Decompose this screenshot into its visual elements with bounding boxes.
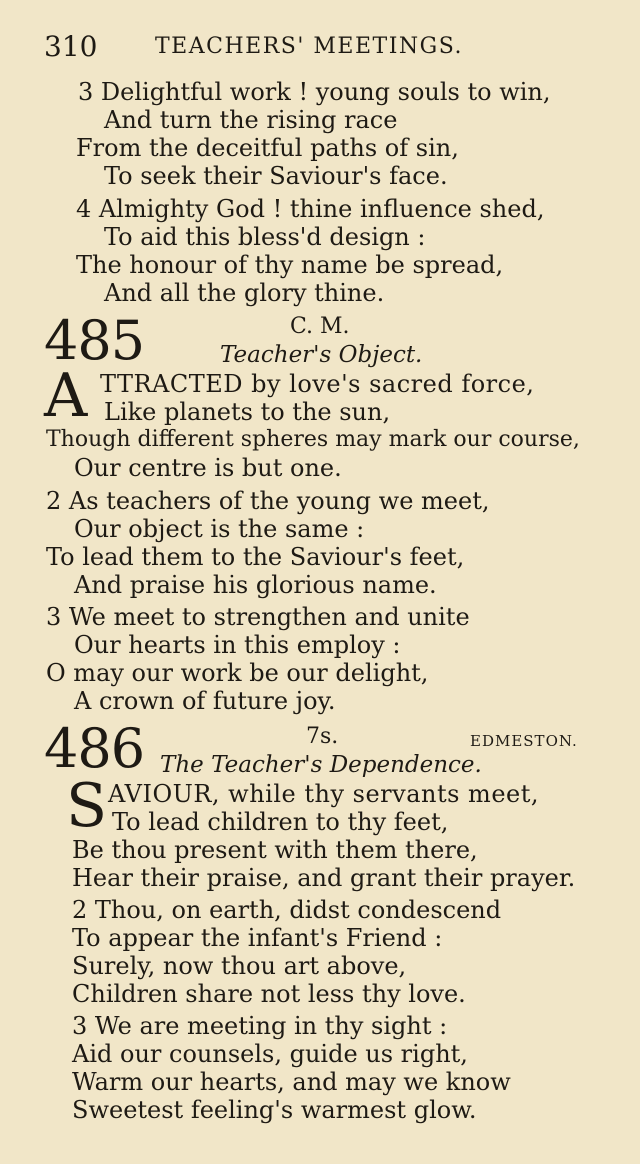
- verse-line: To aid this bless'd design :: [104, 223, 426, 251]
- verse-line: To lead children to thy feet,: [112, 808, 449, 836]
- verse-line: A crown of future joy.: [74, 687, 336, 715]
- verse-line: And turn the rising race: [104, 106, 398, 134]
- verse-line: To appear the infant's Friend :: [72, 924, 443, 952]
- hymn-number: 486: [44, 717, 145, 780]
- hymn-number: 485: [44, 309, 145, 372]
- page-number: 310: [44, 30, 98, 63]
- hymn-meter: 7s.: [306, 724, 339, 749]
- verse-line: To seek their Saviour's face.: [104, 162, 448, 190]
- verse-line: Our centre is but one.: [74, 454, 342, 482]
- tune-name: EDMESTON.: [470, 732, 578, 750]
- verse-line: From the deceitful paths of sin,: [76, 134, 459, 162]
- verse-line: Our object is the same :: [74, 515, 365, 543]
- verse-line: 2 As teachers of the young we meet,: [46, 487, 490, 515]
- running-title: TEACHERS' MEETINGS.: [155, 34, 463, 59]
- verse-line: And all the glory thine.: [104, 279, 385, 307]
- verse-line: Hear their praise, and grant their prayer.: [72, 864, 576, 892]
- verse-line: Be thou present with them there,: [72, 836, 478, 864]
- hymn-subtitle: The Teacher's Dependence.: [160, 752, 482, 778]
- drop-cap: A: [44, 361, 88, 431]
- verse-line: Like planets to the sun,: [104, 398, 391, 426]
- verse-line: Children share not less thy love.: [72, 980, 466, 1008]
- verse-line: To lead them to the Saviour's feet,: [46, 543, 465, 571]
- verse-line: Though different spheres may mark our course,: [46, 427, 580, 452]
- verse-line: AVIOUR, while thy servants meet,: [108, 780, 539, 808]
- verse-line: 3 We meet to strengthen and unite: [46, 603, 470, 631]
- verse-line: 4 Almighty God ! thine influence shed,: [76, 195, 545, 223]
- verse-line: Warm our hearts, and may we know: [72, 1068, 511, 1096]
- drop-cap: S: [66, 771, 108, 841]
- verse-line: 2 Thou, on earth, didst condescend: [72, 896, 502, 924]
- hymn-meter: C. M.: [290, 314, 350, 339]
- verse-line: And praise his glorious name.: [74, 571, 437, 599]
- verse-line: O may our work be our delight,: [46, 659, 429, 687]
- verse-line: Aid our counsels, guide us right,: [72, 1040, 468, 1068]
- verse-line: 3 We are meeting in thy sight :: [72, 1012, 448, 1040]
- hymn-subtitle: Teacher's Object.: [220, 342, 423, 368]
- verse-line: TTRACTED by love's sacred force,: [100, 370, 535, 398]
- verse-line: The honour of thy name be spread,: [76, 251, 504, 279]
- verse-line: Sweetest feeling's warmest glow.: [72, 1096, 477, 1124]
- verse-line: 3 Delightful work ! young souls to win,: [78, 78, 551, 106]
- verse-line: Surely, now thou art above,: [72, 952, 407, 980]
- verse-line: Our hearts in this employ :: [74, 631, 401, 659]
